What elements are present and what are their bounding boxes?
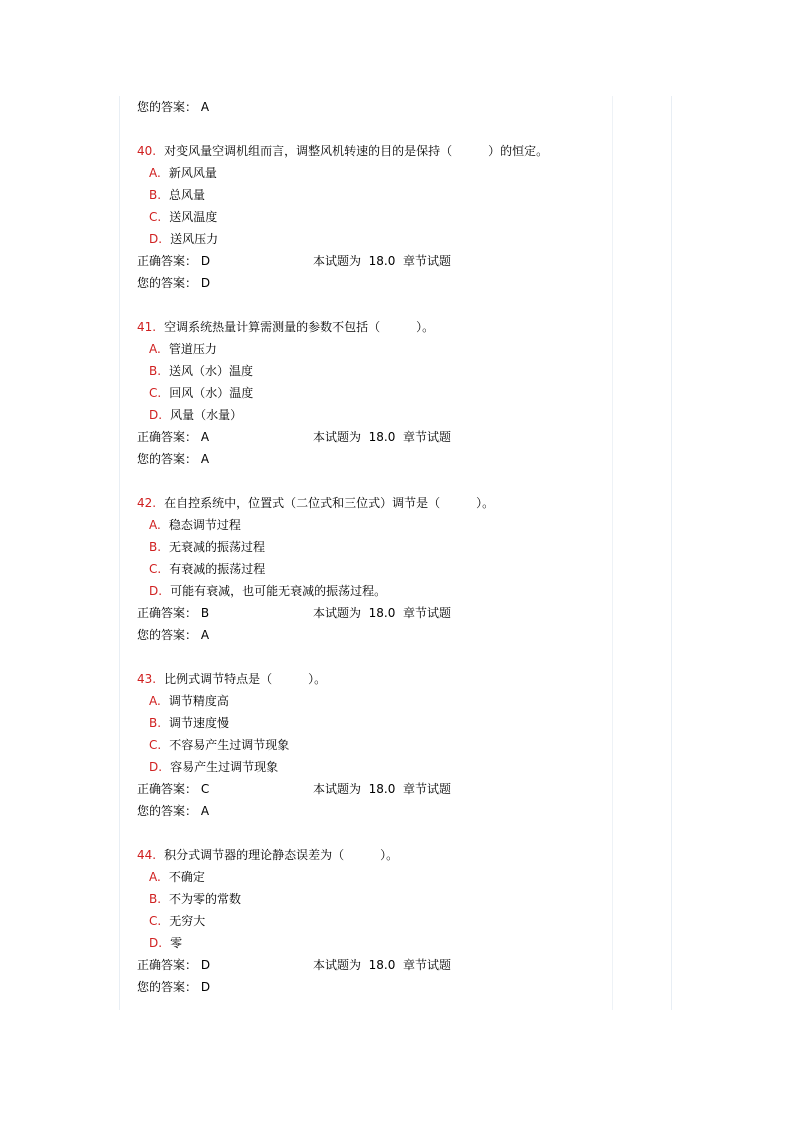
question-text: 积分式调节器的理论静态误差为（ ）。: [164, 848, 399, 862]
your-answer-row: [137, 976, 613, 998]
option-letter: D.: [149, 936, 163, 950]
question-block-43: [137, 668, 613, 822]
option-text: 风量（水量）: [170, 408, 243, 422]
question-block-40: [137, 140, 613, 294]
question-category: 章节试题: [403, 430, 452, 444]
option-letter: B.: [149, 892, 162, 906]
score-value: 18.0: [368, 430, 396, 444]
your-answer-row: [137, 96, 613, 118]
question-category: 章节试题: [403, 606, 452, 620]
correct-answer-row: [137, 778, 613, 800]
question-category: 章节试题: [403, 254, 452, 268]
correct-answer-label: 正确答案：: [137, 254, 198, 268]
option-letter: C.: [149, 210, 162, 224]
option-letter: B.: [149, 364, 162, 378]
your-answer-value: A: [200, 628, 210, 642]
option-c[interactable]: [137, 734, 613, 756]
score-value: 18.0: [368, 782, 396, 796]
question-text: 比例式调节特点是（ ）。: [164, 672, 327, 686]
option-text: 调节速度慢: [169, 716, 230, 730]
question-number: 41.: [137, 320, 157, 334]
question-text: 空调系统热量计算需测量的参数不包括（ ）。: [164, 320, 435, 334]
option-text: 容易产生过调节现象: [170, 760, 279, 774]
correct-answer-row: [137, 954, 613, 976]
question-block-41: [137, 316, 613, 470]
option-letter: A.: [149, 870, 161, 884]
your-answer-label: 您的答案：: [137, 804, 198, 818]
correct-answer-label: 正确答案：: [137, 430, 198, 444]
question-number: 42.: [137, 496, 157, 510]
option-letter: A.: [149, 166, 161, 180]
option-letter: C.: [149, 914, 162, 928]
your-answer-row: [137, 448, 613, 470]
option-text: 不确定: [168, 870, 205, 884]
correct-answer-value: A: [200, 430, 210, 444]
your-answer-label: 您的答案：: [137, 452, 198, 466]
option-letter: D.: [149, 760, 163, 774]
option-text: 稳态调节过程: [168, 518, 241, 532]
your-answer-value: A: [200, 100, 210, 114]
option-c[interactable]: [137, 558, 613, 580]
option-b[interactable]: [137, 888, 613, 910]
score-label: 本试题为: [313, 782, 362, 796]
option-letter: A.: [149, 342, 161, 356]
correct-answer-value: D: [200, 254, 211, 268]
option-letter: C.: [149, 386, 162, 400]
option-a[interactable]: [137, 338, 613, 360]
question-number: 44.: [137, 848, 157, 862]
score-value: 18.0: [368, 958, 396, 972]
correct-answer-label: 正确答案：: [137, 606, 198, 620]
correct-answer-value: C: [200, 782, 210, 796]
option-d[interactable]: [137, 756, 613, 778]
question-text: 对变风量空调机组而言，调整风机转速的目的是保持（ ）的恒定。: [164, 144, 549, 158]
question-category: 章节试题: [403, 782, 452, 796]
correct-answer-value: B: [200, 606, 210, 620]
option-text: 不容易产生过调节现象: [169, 738, 290, 752]
option-d[interactable]: [137, 580, 613, 602]
option-text: 调节精度高: [168, 694, 229, 708]
your-answer-row: [137, 624, 613, 646]
option-text: 新风风量: [168, 166, 217, 180]
option-letter: B.: [149, 716, 162, 730]
option-letter: A.: [149, 694, 161, 708]
your-answer-label: 您的答案：: [137, 100, 198, 114]
option-text: 总风量: [169, 188, 206, 202]
option-text: 可能有衰减，也可能无衰减的振荡过程。: [170, 584, 387, 598]
option-letter: B.: [149, 540, 162, 554]
option-d[interactable]: [137, 228, 613, 250]
option-c[interactable]: [137, 206, 613, 228]
question-stem: [137, 140, 613, 162]
your-answer-row: [137, 272, 613, 294]
option-text: 送风温度: [169, 210, 218, 224]
correct-answer-row: [137, 602, 613, 624]
left-border-rule: [119, 96, 120, 1010]
your-answer-label: 您的答案：: [137, 276, 198, 290]
correct-answer-value: D: [200, 958, 211, 972]
option-text: 有衰减的振荡过程: [169, 562, 266, 576]
correct-answer-label: 正确答案：: [137, 782, 198, 796]
option-d[interactable]: [137, 932, 613, 954]
option-text: 无穷大: [169, 914, 206, 928]
option-letter: D.: [149, 232, 163, 246]
score-label: 本试题为: [313, 430, 362, 444]
your-answer-row: [137, 800, 613, 822]
option-letter: C.: [149, 562, 162, 576]
right-border-rule: [671, 96, 672, 1010]
option-letter: B.: [149, 188, 162, 202]
question-stem: [137, 492, 613, 514]
option-letter: A.: [149, 518, 161, 532]
option-b[interactable]: [137, 360, 613, 382]
option-text: 送风（水）温度: [169, 364, 254, 378]
question-list: [137, 96, 613, 998]
question-stem: [137, 316, 613, 338]
correct-answer-label: 正确答案：: [137, 958, 198, 972]
option-text: 不为零的常数: [169, 892, 242, 906]
option-letter: D.: [149, 408, 163, 422]
option-a[interactable]: [137, 162, 613, 184]
correct-answer-row: [137, 426, 613, 448]
option-letter: C.: [149, 738, 162, 752]
option-text: 送风压力: [170, 232, 219, 246]
option-text: 零: [170, 936, 183, 950]
option-a[interactable]: [137, 690, 613, 712]
question-number: 43.: [137, 672, 157, 686]
question-stem: [137, 844, 613, 866]
question-category: 章节试题: [403, 958, 452, 972]
option-text: 管道压力: [168, 342, 217, 356]
your-answer-value: D: [200, 276, 211, 290]
question-stem: [137, 668, 613, 690]
option-b[interactable]: [137, 536, 613, 558]
question-number: 40.: [137, 144, 157, 158]
your-answer-value: D: [200, 980, 211, 994]
option-letter: D.: [149, 584, 163, 598]
score-label: 本试题为: [313, 606, 362, 620]
score-value: 18.0: [368, 254, 396, 268]
option-b[interactable]: [137, 712, 613, 734]
your-answer-value: A: [200, 452, 210, 466]
option-text: 回风（水）温度: [169, 386, 254, 400]
question-block-42: [137, 492, 613, 646]
option-text: 无衰减的振荡过程: [169, 540, 266, 554]
score-label: 本试题为: [313, 254, 362, 268]
option-a[interactable]: [137, 514, 613, 536]
your-answer-label: 您的答案：: [137, 980, 198, 994]
score-value: 18.0: [368, 606, 396, 620]
option-c[interactable]: [137, 382, 613, 404]
your-answer-value: A: [200, 804, 210, 818]
question-block-44: [137, 844, 613, 998]
question-text: 在自控系统中，位置式（二位式和三位式）调节是（ ）。: [164, 496, 495, 510]
option-d[interactable]: [137, 404, 613, 426]
your-answer-label: 您的答案：: [137, 628, 198, 642]
option-a[interactable]: [137, 866, 613, 888]
score-label: 本试题为: [313, 958, 362, 972]
option-c[interactable]: [137, 910, 613, 932]
option-b[interactable]: [137, 184, 613, 206]
correct-answer-row: [137, 250, 613, 272]
